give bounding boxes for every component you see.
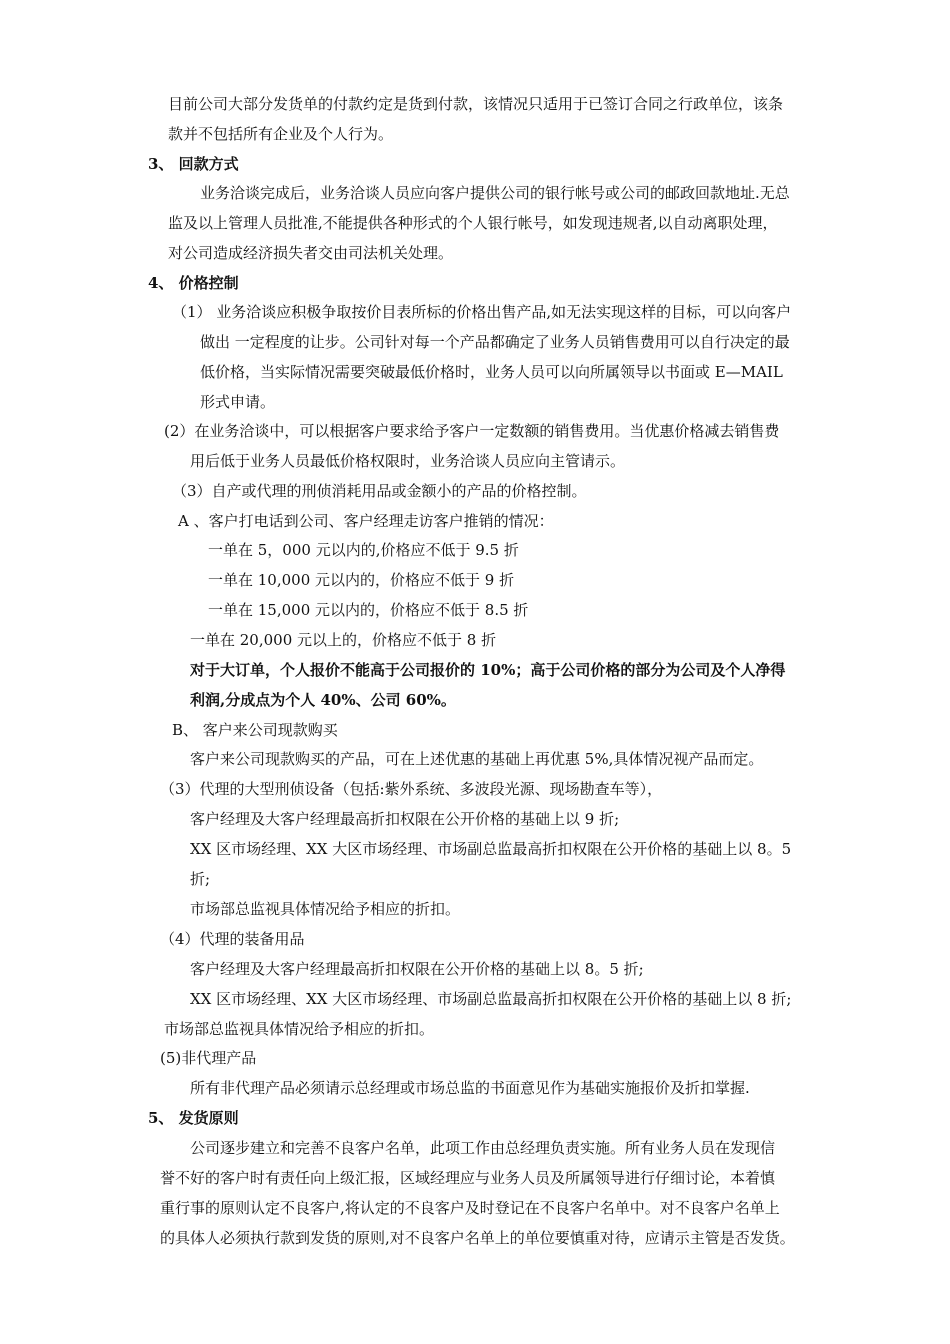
section-heading-5: 5、 发货原则 bbox=[148, 1109, 239, 1127]
section-heading-4: 4、 价格控制 bbox=[148, 274, 239, 292]
paragraph-line: 低价格，当实际情况需要突破最低价格时，业务人员可以向所属领导以书面或 E—MAIL bbox=[200, 363, 783, 381]
paragraph-line: 市场部总监视具体情况给予相应的折扣。 bbox=[164, 1020, 435, 1038]
paragraph-line: XX 区市场经理、XX 大区市场经理、市场副总监最高折扣权限在公开价格的基础上以 8。5 bbox=[190, 840, 792, 858]
paragraph-line: 折; bbox=[190, 870, 211, 888]
paragraph-line: B、 客户来公司现款购买 bbox=[172, 721, 338, 739]
paragraph-line: 客户经理及大客户经理最高折扣权限在公开价格的基础上以 9 折; bbox=[190, 810, 620, 828]
paragraph-line: （3）自产或代理的刑侦消耗用品或金额小的产品的价格控制。 bbox=[172, 482, 587, 500]
paragraph-line: 所有非代理产品必须请示总经理或市场总监的书面意见作为基础实施报价及折扣掌握. bbox=[190, 1079, 750, 1097]
paragraph-line: （1） 业务洽谈应积极争取按价目表所标的价格出售产品,如无法实现这样的目标，可以向客户 bbox=[172, 303, 792, 321]
paragraph-line: （3）代理的大型刑侦设备（包括:紫外系统、多波段光源、现场勘查车等）， bbox=[160, 780, 663, 798]
paragraph-line: 做出 一定程度的让步。公司针对每一个产品都确定了业务人员销售费用可以自行决定的最 bbox=[200, 333, 790, 351]
price-rule-line: 一单在 20,000 元以上的，价格应不低于 8 折 bbox=[190, 631, 497, 649]
price-rule-line: 一单在 15,000 元以内的，价格应不低于 8.5 折 bbox=[208, 601, 529, 619]
paragraph-line: 客户来公司现款购买的产品，可在上述优惠的基础上再优惠 5%,具体情况视产品而定。 bbox=[190, 750, 764, 768]
paragraph-line: 重行事的原则认定不良客户,将认定的不良客户及时登记在不良客户名单中。对不良客户名单上 bbox=[160, 1199, 780, 1217]
paragraph-line: 目前公司大部分发货单的付款约定是货到付款，该情况只适用于已签订合同之行政单位，该条 bbox=[168, 95, 784, 113]
paragraph-line: 监及以上管理人员批准,不能提供各种形式的个人银行帐号，如发现违规者,以自动离职处理， bbox=[168, 214, 778, 232]
paragraph-line: A 、客户打电话到公司、客户经理走访客户推销的情况： bbox=[178, 512, 554, 530]
paragraph-line: (5)非代理产品 bbox=[160, 1049, 257, 1067]
paragraph-line: 客户经理及大客户经理最高折扣权限在公开价格的基础上以 8。5 折; bbox=[190, 960, 644, 978]
paragraph-line: (2）在业务洽谈中，可以根据客户要求给予客户一定数额的销售费用。当优惠价格减去销售费 bbox=[164, 422, 780, 440]
paragraph-line: 市场部总监视具体情况给予相应的折扣。 bbox=[190, 900, 461, 918]
paragraph-line: 誉不好的客户时有责任向上级汇报，区域经理应与业务人员及所属领导进行仔细讨论，本着慎 bbox=[160, 1169, 776, 1187]
price-rule-line: 一单在 10,000 元以内的，价格应不低于 9 折 bbox=[208, 571, 515, 589]
bold-note-line: 对于大订单，个人报价不能高于公司报价的 10%；高于公司价格的部分为公司及个人净得 bbox=[190, 661, 786, 679]
paragraph-line: 形式申请。 bbox=[200, 393, 276, 411]
paragraph-line: 业务洽谈完成后，业务洽谈人员应向客户提供公司的银行帐号或公司的邮政回款地址.无总 bbox=[200, 184, 790, 202]
bold-note-line: 利润,分成点为个人 40%、公司 60%。 bbox=[190, 691, 456, 709]
section-heading-3: 3、 回款方式 bbox=[148, 155, 239, 173]
paragraph-line: 用后低于业务人员最低价格权限时，业务洽谈人员应向主管请示。 bbox=[190, 452, 626, 470]
paragraph-line: 公司逐步建立和完善不良客户名单，此项工作由总经理负责实施。所有业务人员在发现信 bbox=[190, 1139, 776, 1157]
price-rule-line: 一单在 5，000 元以内的,价格应不低于 9.5 折 bbox=[208, 541, 519, 559]
paragraph-line: 款并不包括所有企业及个人行为。 bbox=[168, 125, 394, 143]
paragraph-line: （4）代理的装备用品 bbox=[160, 930, 305, 948]
paragraph-line: 对公司造成经济损失者交由司法机关处理。 bbox=[168, 244, 454, 262]
paragraph-line: XX 区市场经理、XX 大区市场经理、市场副总监最高折扣权限在公开价格的基础上以 8 折; bbox=[190, 990, 792, 1008]
paragraph-line: 的具体人必须执行款到发货的原则,对不良客户名单上的单位要慎重对待，应请示主管是否发货。 bbox=[160, 1229, 795, 1247]
